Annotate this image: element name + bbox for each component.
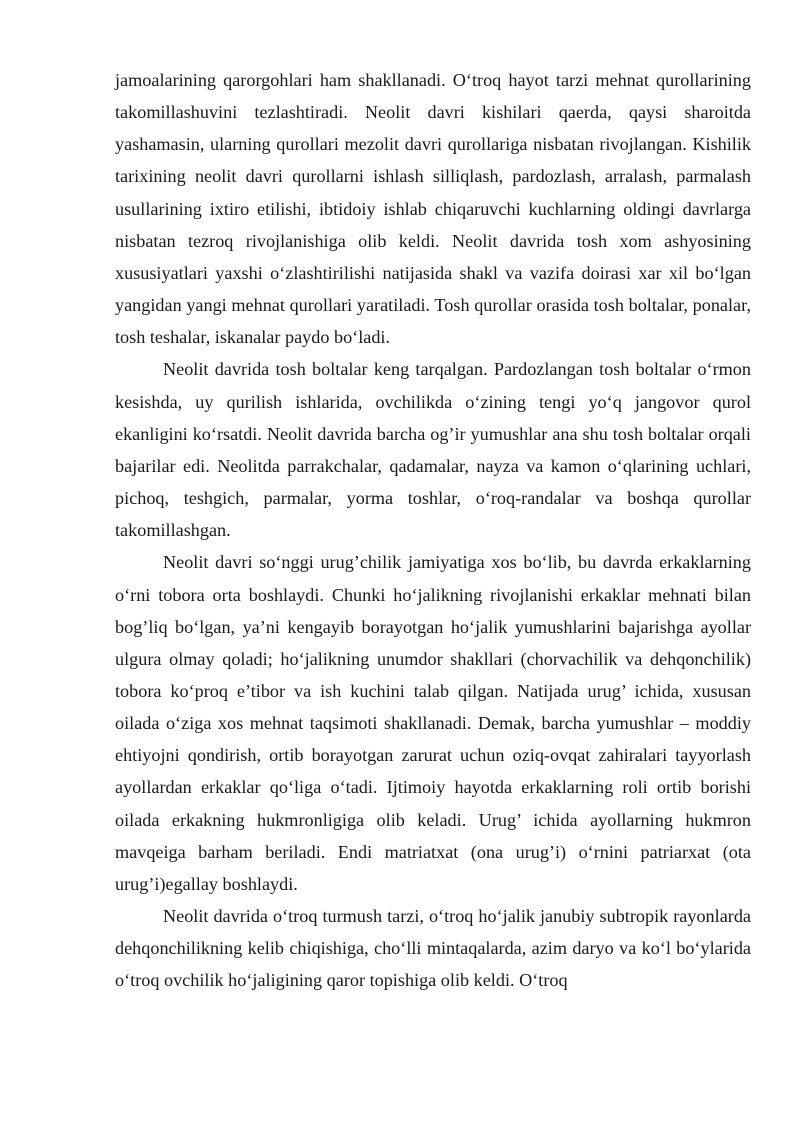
paragraph-patriarchy: Neolit davri so‘nggi urug’chilik jamiyatiga xos bo‘lib, bu davrda erkaklarning o‘rni tobora orta boshlaydi. Chunki ho‘jalikning rivojlanishi erkaklar mehnati bilan bog’liq bo‘lgan, ya’ni kengayib borayotgan ho‘jalik yumushlarini bajarishga ayollar ulgura olmay qoladi; ho‘jalikning unumdor shakllari (chorvachilik va dehqonchilik) tobora ko‘proq e’tibor va ish kuchini talab qilgan. Natijada urug’ ichida, xususan oilada o‘ziga xos mehnat taqsimoti shakllanadi. Demak, barcha yumushlar – moddiy ehtiyojni qondirish, ortib borayotgan zarurat uchun oziq-ovqat zahiralari tayyorlash ayollardan erkaklar qo‘liga o‘tadi. Ijtimoiy hayotda erkaklarning roli ortib borishi oilada erkakning hukmronligiga olib keladi. Urug’ ichida ayollarning hukmron mavqeiga barham beriladi. Endi matriatxat (ona urug’i) o‘rnini patriarxat (ota urug’i)egallay boshlaydi. [115, 552, 751, 894]
paragraph-sedentary-life: Neolit davrida o‘troq turmush tarzi, o‘troq ho‘jalik janubiy subtropik rayonlarda dehqonchilikning kelib chiqishiga, cho‘lli mintaqalarda, azim daryo va ko‘l bo‘ylarida o‘troq ovchilik ho‘jaligining qaror topishiga olib keldi. O‘troq [115, 906, 751, 991]
document-page [115, 64, 751, 997]
paragraph-continued: jamoalarining qarorgohlari ham shakllanadi. O‘troq hayot tarzi mehnat qurollarining takomillashuvini tezlashtiradi. Neolit davri kishilari qaerda, qaysi sharoitda yashamasin, ularning qurollari mezolit davri qurollariga nisbatan rivojlangan. Kishilik tarixining neolit davri qurollarni ishlash silliqlash, pardozlash, arralash, parmalash usullarining ixtiro etilishi, ibtidoiy ishlab chiqaruvchi kuchlarning oldingi davrlarga nisbatan tezroq rivojlanishiga olib keldi. Neolit davrida tosh xom ashyosining xususiyatlari yaxshi o‘zlashtirilishi natijasida shakl va vazifa doirasi xar xil bo‘lgan yangidan yangi mehnat qurollari yaratiladi. Tosh qurollar orasida tosh boltalar, ponalar, tosh teshalar, iskanalar paydo bo‘ladi. [115, 70, 751, 348]
paragraph-stone-axes: Neolit davrida tosh boltalar keng tarqalgan. Pardozlangan tosh boltalar o‘rmon kesishda, uy qurilish ishlarida, ovchilikda o‘zining tengi yo‘q jangovor qurol ekanligini ko‘rsatdi. Neolit davrida barcha og’ir yumushlar ana shu tosh boltalar orqali bajarilar edi. Neolitda parrakchalar, qadamalar, nayza va kamon o‘qlarining uchlari, pichoq, teshgich, parmalar, yorma toshlar, o‘roq-randalar va boshqa qurollar takomillashgan. [115, 359, 751, 541]
